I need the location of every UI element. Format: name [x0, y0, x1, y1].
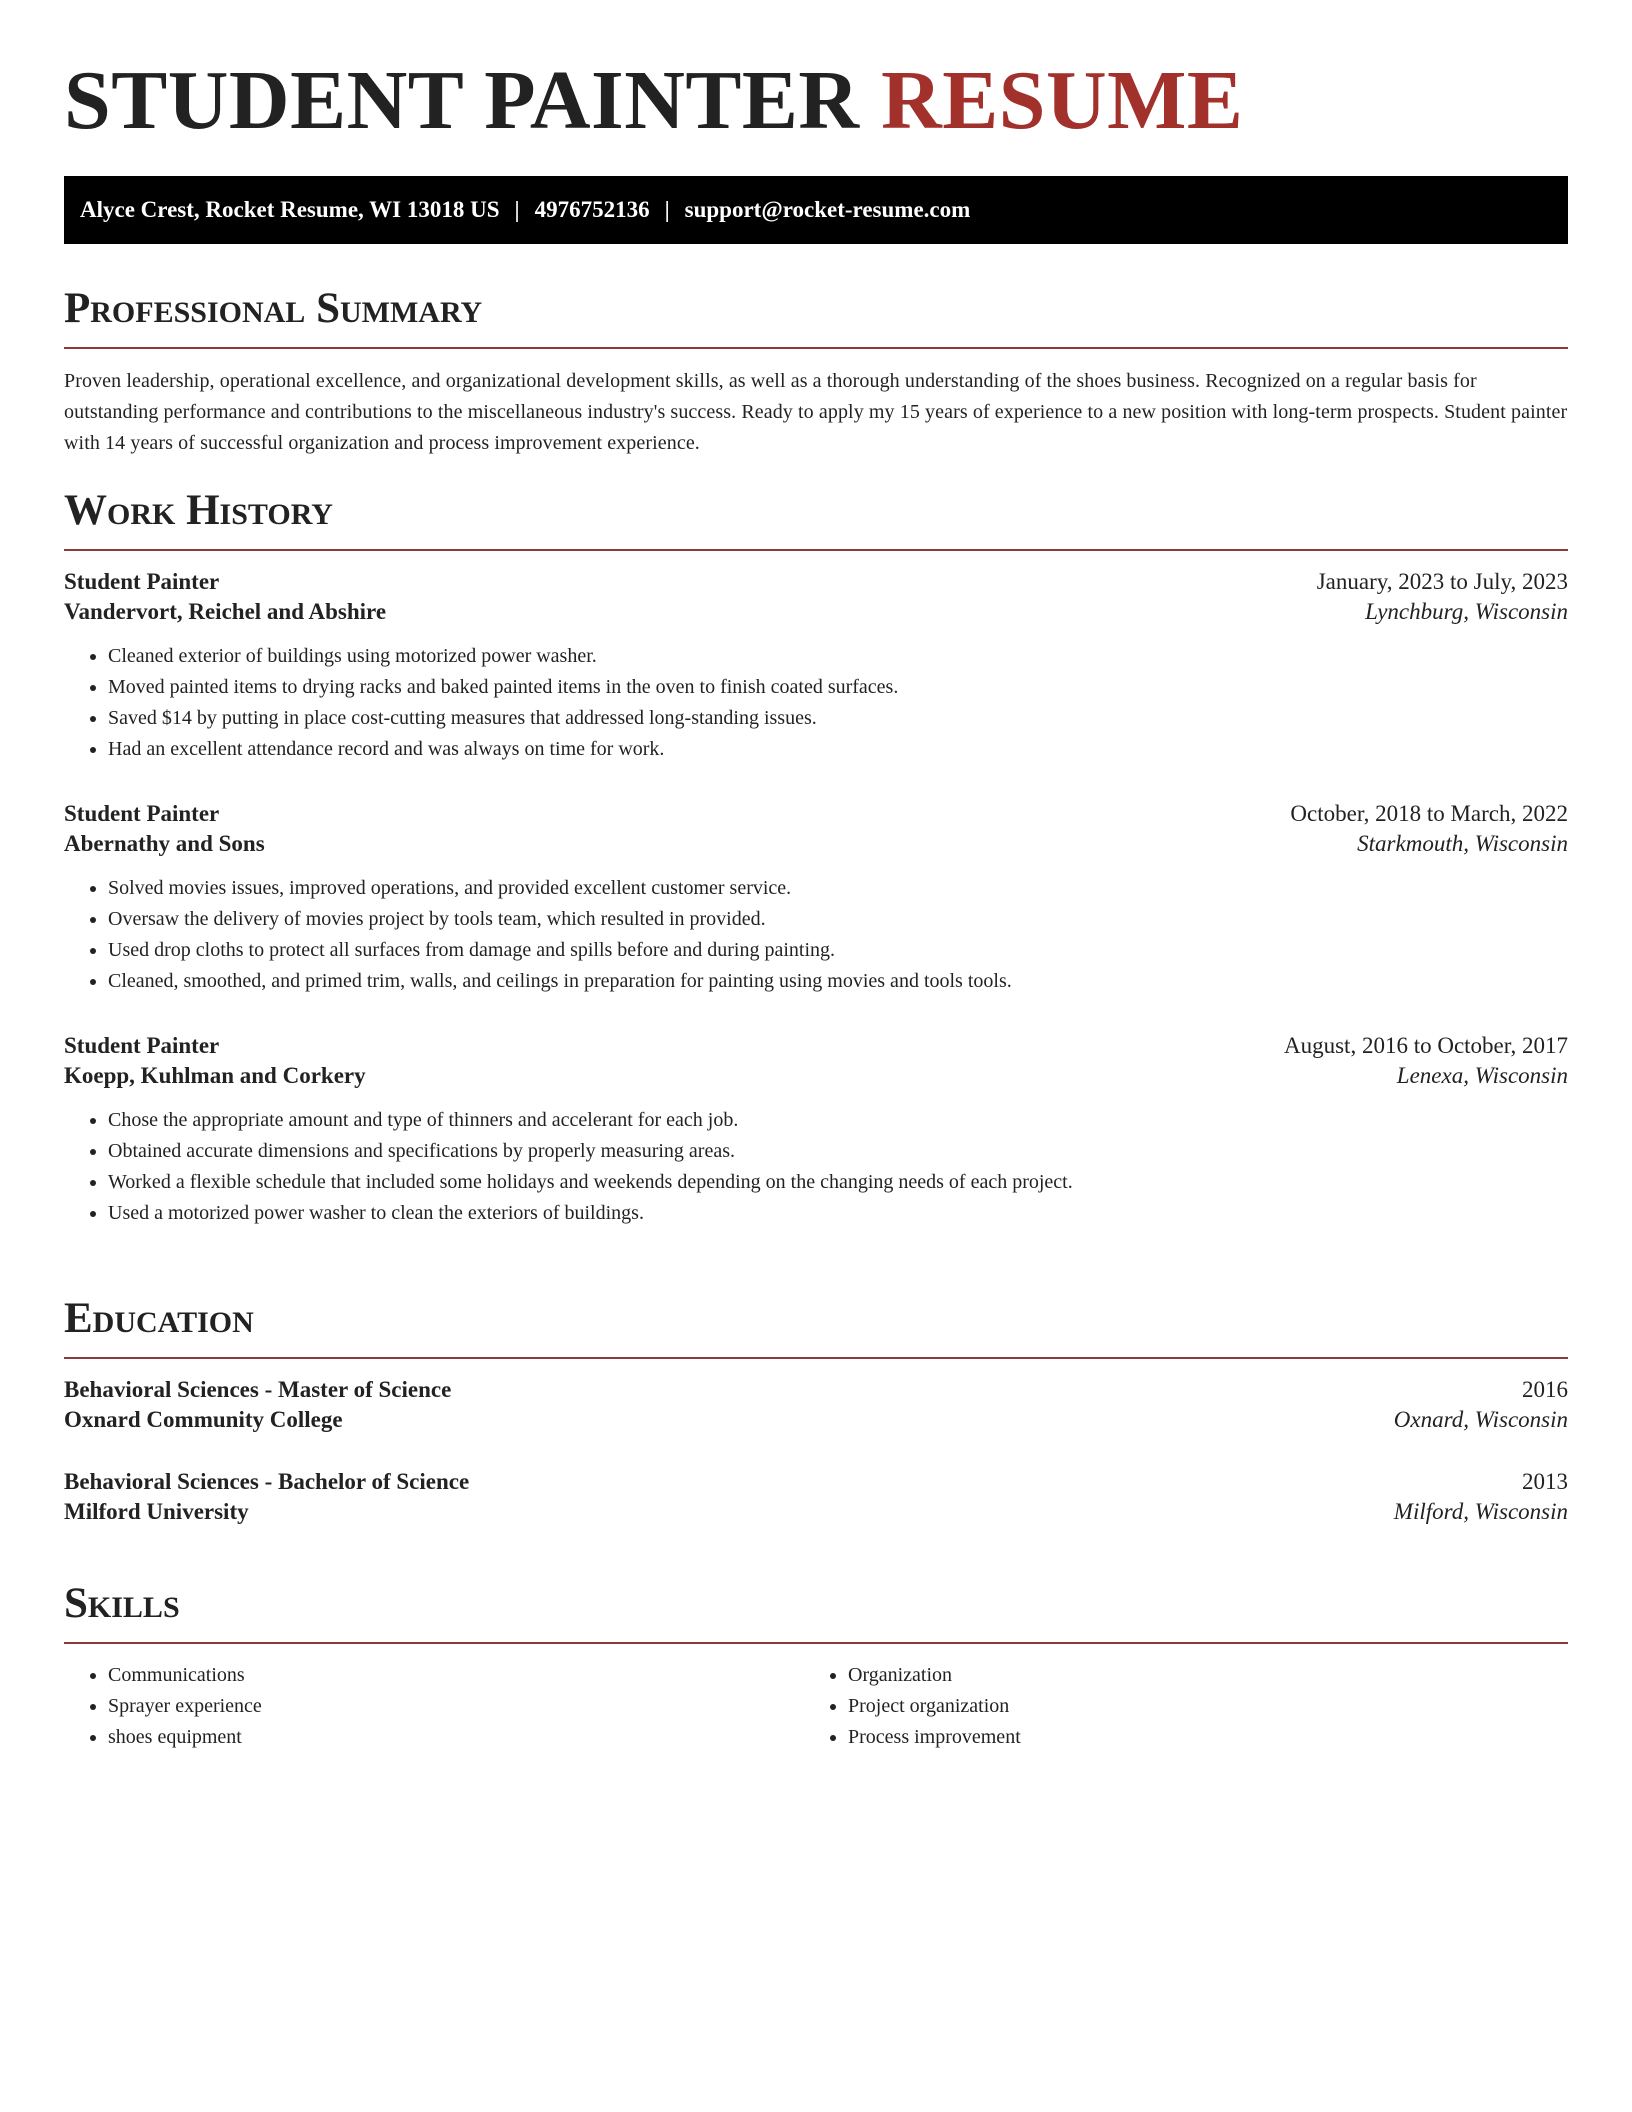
education-location: Oxnard, Wisconsin — [1393, 1407, 1568, 1432]
title-main: STUDENT PAINTER — [64, 54, 860, 147]
education-header-row — [64, 1469, 1568, 1495]
job-bullets — [64, 873, 1568, 997]
job-bullet: • Had an excellent attendance record and was always on time for work. — [108, 734, 1568, 765]
education-list — [64, 1377, 1568, 1525]
job-header-row — [64, 801, 1568, 827]
skills-column-right — [804, 1660, 1544, 1753]
job-title: Student Painter — [64, 801, 220, 826]
job-company: Vandervort, Reichel and Abshire — [64, 599, 387, 624]
job-title: Student Painter — [64, 569, 220, 594]
contact-email: support@rocket-resume.com — [684, 197, 971, 222]
job-header-row — [64, 1033, 1568, 1059]
job-dates: August, 2016 to October, 2017 — [1284, 1033, 1568, 1058]
education-school: Milford University — [64, 1499, 249, 1524]
education-school-row — [64, 1407, 1568, 1433]
job-entry — [64, 801, 1568, 997]
education-location: Milford, Wisconsin — [1393, 1499, 1568, 1524]
section-divider — [64, 1357, 1568, 1359]
job-bullets — [64, 1105, 1568, 1229]
job-location: Lynchburg, Wisconsin — [1365, 599, 1568, 624]
skill-item: • Sprayer experience — [108, 1691, 804, 1722]
contact-separator: | — [664, 197, 670, 222]
job-location: Lenexa, Wisconsin — [1396, 1063, 1568, 1088]
education-entry — [64, 1469, 1568, 1525]
skill-item: • Communications — [108, 1660, 804, 1691]
job-company: Abernathy and Sons — [64, 831, 265, 856]
skill-item: • shoes equipment — [108, 1722, 804, 1753]
skills-column-left — [64, 1660, 804, 1753]
job-company-row — [64, 831, 1568, 857]
job-entry — [64, 569, 1568, 765]
job-title: Student Painter — [64, 1033, 220, 1058]
skill-item: • Project organization — [848, 1691, 1544, 1722]
section-heading-skills: Skills — [64, 1580, 180, 1627]
job-bullet: • Cleaned exterior of buildings using motorized power washer. — [108, 641, 1568, 672]
section-heading-work-history: Work History — [64, 487, 333, 534]
contact-address: Alyce Crest, Rocket Resume, WI 13018 US — [80, 197, 500, 222]
job-bullet: • Worked a flexible schedule that included some holidays and weekends depending on the changing needs of each project. — [108, 1167, 1568, 1198]
job-location: Starkmouth, Wisconsin — [1357, 831, 1568, 856]
education-header-row — [64, 1377, 1568, 1403]
education-school: Oxnard Community College — [64, 1407, 343, 1432]
job-bullet: • Obtained accurate dimensions and specifications by properly measuring areas. — [108, 1136, 1568, 1167]
education-school-row — [64, 1499, 1568, 1525]
resume-page — [64, 0, 1568, 1748]
job-dates: October, 2018 to March, 2022 — [1290, 801, 1568, 826]
contact-phone: 4976752136 — [534, 197, 650, 222]
skills-section — [64, 1578, 1568, 1753]
section-heading-education: Education — [64, 1295, 254, 1342]
job-bullet: • Cleaned, smoothed, and primed trim, walls, and ceilings in preparation for painting using movies and tools tools. — [108, 966, 1568, 997]
job-list — [64, 569, 1568, 1229]
job-bullet: • Moved painted items to drying racks and baked painted items in the oven to finish coated surfaces. — [108, 672, 1568, 703]
job-entry — [64, 1033, 1568, 1229]
contact-separator: | — [514, 197, 520, 222]
job-bullet: • Chose the appropriate amount and type of thinners and accelerant for each job. — [108, 1105, 1568, 1136]
job-company-row — [64, 1063, 1568, 1089]
contact-bar — [64, 176, 1568, 244]
skill-item: • Process improvement — [848, 1722, 1544, 1753]
job-bullet: • Solved movies issues, improved operations, and provided excellent customer service. — [108, 873, 1568, 904]
education-year: 2016 — [1522, 1377, 1568, 1402]
title-accent: RESUME — [881, 54, 1244, 147]
job-bullet: • Oversaw the delivery of movies project by tools team, which resulted in provided. — [108, 904, 1568, 935]
summary-section — [64, 283, 1568, 459]
education-entry — [64, 1377, 1568, 1433]
job-bullet: • Saved $14 by putting in place cost-cutting measures that addressed long-standing issues. — [108, 703, 1568, 734]
job-bullet: • Used drop cloths to protect all surfaces from damage and spills before and during painting. — [108, 935, 1568, 966]
education-degree: Behavioral Sciences - Bachelor of Science — [64, 1469, 470, 1494]
education-year: 2013 — [1522, 1469, 1568, 1494]
job-bullet: • Used a motorized power washer to clean the exteriors of buildings. — [108, 1198, 1568, 1229]
section-divider — [64, 347, 1568, 349]
work-history-section — [64, 485, 1568, 1229]
skill-item: • Organization — [848, 1660, 1544, 1691]
education-section — [64, 1293, 1568, 1525]
section-heading-summary: Professional Summary — [64, 285, 483, 332]
job-dates: January, 2023 to July, 2023 — [1316, 569, 1568, 594]
job-company-row — [64, 599, 1568, 625]
job-header-row — [64, 569, 1568, 595]
summary-text: Proven leadership, operational excellence, and organizational development skills, as well as a thorough understanding of the shoes business. Recognized on a regular basis for outstanding performance and contributions to the miscellaneous industry's success. Ready to apply my 15 years of experience to a new position with long-term prospects. Student painter with 14 years of successful organization and process improvement experience. — [64, 370, 1568, 454]
resume-title — [64, 0, 1568, 150]
skills-grid — [64, 1660, 1568, 1753]
job-company: Koepp, Kuhlman and Corkery — [64, 1063, 366, 1088]
section-divider — [64, 549, 1568, 551]
job-bullets — [64, 641, 1568, 765]
education-degree: Behavioral Sciences - Master of Science — [64, 1377, 452, 1402]
section-divider — [64, 1642, 1568, 1644]
